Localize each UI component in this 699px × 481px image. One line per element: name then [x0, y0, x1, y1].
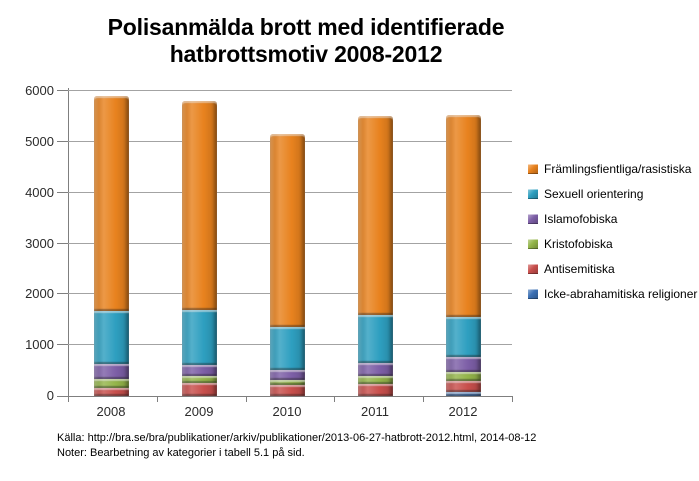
x-axis-label-2011: 2011 [361, 404, 389, 419]
legend-swatch-icon [528, 264, 538, 274]
legend-label: Antisemitiska [544, 261, 615, 276]
bar-segment-2009 [182, 365, 217, 377]
bar-segment-2012 [446, 381, 481, 392]
y-axis-label-4000: 4000 [25, 184, 54, 200]
bar-segment-2008 [94, 96, 129, 311]
legend-swatch-icon [528, 289, 538, 299]
x-axis-tick-0 [68, 396, 69, 402]
y-axis-label-6000: 6000 [25, 83, 54, 98]
page-title-line2: hatbrottsmotiv 2008-2012 [169, 41, 443, 67]
bar-segment-2011 [358, 376, 393, 384]
bar-segment-2008 [94, 379, 129, 388]
legend-swatch-icon [528, 164, 538, 174]
legend-label: Sexuell orientering [544, 186, 644, 201]
bar-segment-2011 [358, 116, 393, 315]
bar-segment-2012 [446, 372, 481, 381]
y-axis-label-0: 0 [46, 388, 54, 403]
legend-label: Icke-abrahamitiska religioner [544, 286, 698, 301]
legend-swatch-icon [528, 189, 538, 199]
y-axis-label-3000: 3000 [25, 235, 54, 251]
x-axis-label-2010: 2010 [272, 404, 302, 419]
x-axis-label-2009: 2009 [184, 404, 214, 419]
bar-segment-2009 [182, 383, 217, 396]
y-axis-label-1000: 1000 [25, 337, 54, 353]
bar-segment-2010 [270, 134, 305, 326]
x-axis-baseline [57, 396, 512, 397]
footer [57, 431, 677, 460]
x-axis-tick-2 [246, 396, 247, 402]
legend-item [528, 256, 697, 281]
bar-segment-2009 [182, 376, 217, 383]
legend-swatch-icon [528, 239, 538, 249]
source-note: Källa: http://bra.se/bra/publikationer/arkiv/publikationer/2013-06-27-hatbrott-2012.html, 2014-08-12 [57, 432, 537, 444]
bar-segment-2008 [94, 364, 129, 379]
y-axis-label-2000: 2000 [25, 286, 54, 302]
legend-item [528, 181, 697, 206]
bar-2008 [94, 91, 129, 396]
bar-segment-2009 [182, 310, 217, 365]
bar-segment-2008 [94, 311, 129, 364]
x-axis-label-2008: 2008 [96, 404, 126, 419]
y-axis-tick-1000 [57, 344, 68, 345]
x-axis-tick-5 [512, 396, 513, 402]
bar-segment-2012 [446, 357, 481, 373]
bar-segment-2008 [94, 388, 129, 396]
legend-label: Kristofobiska [544, 236, 613, 251]
bar-segment-2012 [446, 115, 481, 316]
legend [528, 156, 697, 306]
bar-segment-2011 [358, 384, 393, 396]
legend-label: Främlingsfientliga/rasistiska [544, 161, 692, 176]
y-axis-tick-2000 [57, 293, 68, 294]
bar-2009 [182, 91, 217, 396]
x-axis-tick-4 [423, 396, 424, 402]
bar-segment-2010 [270, 380, 305, 384]
bar-segment-2011 [358, 315, 393, 363]
bar-segment-2010 [270, 385, 305, 396]
legend-item [528, 231, 697, 256]
x-axis-tick-1 [157, 396, 158, 402]
y-axis-tick-4000 [57, 192, 68, 193]
legend-label: Islamofobiska [544, 211, 618, 226]
page-title [0, 14, 612, 68]
categories-note: Noter: Bearbetning av kategorier i tabell 5.1 på sid. [57, 446, 305, 459]
bar-segment-2011 [358, 363, 393, 376]
x-axis-tick-3 [334, 396, 335, 402]
y-axis-tick-5000 [57, 141, 68, 142]
bar-segment-2010 [270, 327, 305, 370]
y-axis-label-5000: 5000 [25, 133, 54, 149]
bar-segment-2012 [446, 317, 481, 357]
bar-2010 [270, 91, 305, 396]
y-axis-tick-6000 [57, 90, 68, 91]
bar-segment-2010 [270, 370, 305, 381]
legend-item [528, 281, 697, 306]
legend-item [528, 206, 697, 231]
bar-segment-2009 [182, 101, 217, 310]
bar-2012 [446, 91, 481, 396]
y-axis-tick-3000 [57, 243, 68, 244]
page-title-line1: Polisanmälda brott med identifierade [107, 14, 505, 40]
x-axis-label-2012: 2012 [448, 404, 478, 419]
bar-2011 [358, 91, 393, 396]
legend-swatch-icon [528, 214, 538, 224]
plot-area [68, 91, 512, 396]
legend-item [528, 156, 697, 181]
